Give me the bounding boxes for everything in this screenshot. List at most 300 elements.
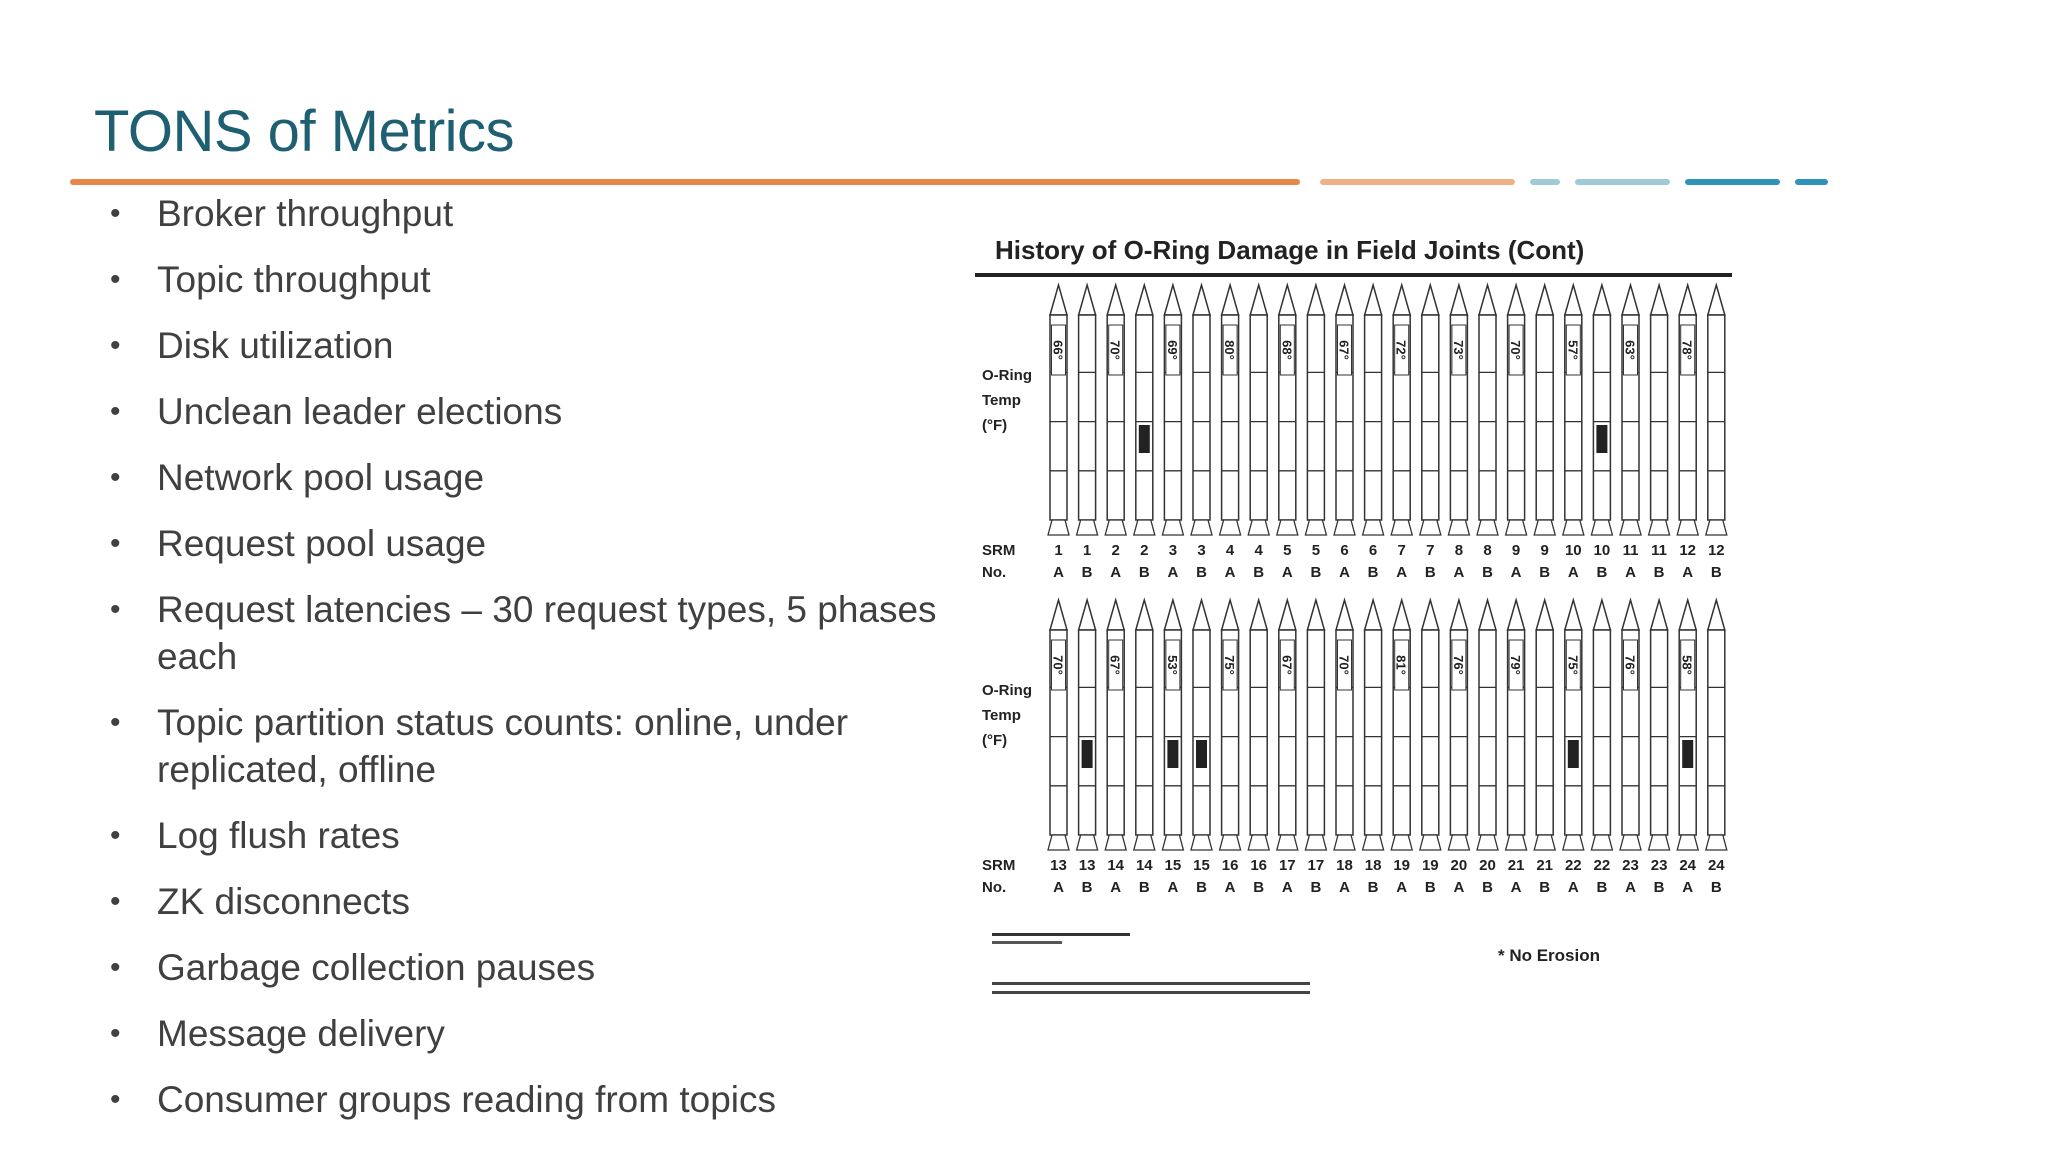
booster-nozzle xyxy=(1220,835,1241,850)
booster-nose xyxy=(1307,600,1324,630)
srm-number: 19 xyxy=(1393,857,1411,874)
temperature-label: 57° xyxy=(1565,340,1581,360)
srm-side-letter: B xyxy=(1482,879,1493,896)
temperature-label: 68° xyxy=(1279,340,1295,360)
temperature-label: 79° xyxy=(1508,655,1524,675)
booster-nozzle xyxy=(1677,835,1698,850)
srm-side-letter: A xyxy=(1396,564,1408,581)
metric-bullet-item xyxy=(110,586,940,680)
srm-number: 20 xyxy=(1479,857,1496,874)
bullet-marker: • xyxy=(110,951,121,984)
srm-number: 17 xyxy=(1307,857,1325,874)
booster-nozzle xyxy=(1305,520,1326,535)
booster-body xyxy=(1536,315,1553,520)
booster-body xyxy=(1136,315,1153,520)
srm-number: 23 xyxy=(1622,857,1639,874)
booster-nose xyxy=(1708,285,1725,315)
metric-bullet-item xyxy=(110,1010,940,1057)
booster-nose xyxy=(1136,285,1153,315)
srm-side-letter: B xyxy=(1596,564,1608,581)
booster-nose xyxy=(1708,600,1725,630)
booster-body xyxy=(1136,630,1153,835)
srm-number: 15 xyxy=(1164,857,1182,874)
bullet-marker: • xyxy=(110,527,121,560)
srm-side-letter: A xyxy=(1625,879,1636,896)
figure-drawing xyxy=(970,225,1740,1015)
metric-bullet-item xyxy=(110,322,940,369)
row2-label: O-Ring xyxy=(982,682,1032,699)
metric-bullet-item xyxy=(110,454,940,501)
row2-srm-label: SRM xyxy=(982,857,1016,874)
booster-nose xyxy=(1536,600,1553,630)
metric-bullet-item xyxy=(110,812,940,859)
booster-nozzle xyxy=(1191,835,1212,850)
srm-side-letter: B xyxy=(1367,564,1379,581)
row1-srm-label: No. xyxy=(982,564,1007,581)
srm-side-letter: B xyxy=(1482,564,1493,581)
booster-nose xyxy=(1651,285,1668,315)
booster-nozzle xyxy=(1363,520,1384,535)
srm-number: 9 xyxy=(1540,542,1549,559)
bullet-marker: • xyxy=(110,706,121,739)
bullet-text: ZK disconnects xyxy=(157,881,410,922)
temperature-label: 70° xyxy=(1336,655,1352,675)
temperature-label: 70° xyxy=(1050,655,1066,675)
bullet-marker: • xyxy=(110,593,121,626)
fine-print-line xyxy=(992,982,1310,985)
booster-nozzle xyxy=(1649,835,1670,850)
booster-nose xyxy=(1079,285,1096,315)
damage-mark xyxy=(1568,740,1579,768)
booster-body xyxy=(1250,315,1267,520)
srm-side-letter: B xyxy=(1138,879,1150,896)
srm-side-letter: A xyxy=(1281,564,1293,581)
metric-bullet-item xyxy=(110,699,940,793)
booster-nose xyxy=(1164,285,1181,315)
srm-number: 19 xyxy=(1421,857,1439,874)
booster-nozzle xyxy=(1477,835,1498,850)
row2-label: Temp xyxy=(982,707,1021,724)
booster-nose xyxy=(1422,285,1439,315)
temperature-label: 70° xyxy=(1508,340,1524,360)
booster-nose xyxy=(1365,600,1382,630)
srm-number: 1 xyxy=(1054,542,1063,559)
bullet-text: Unclean leader elections xyxy=(157,391,563,432)
srm-side-letter: A xyxy=(1224,564,1236,581)
booster-body xyxy=(1422,630,1439,835)
booster-nose xyxy=(1479,285,1496,315)
srm-number: 14 xyxy=(1107,857,1125,874)
booster-nose xyxy=(1536,285,1553,315)
metric-bullet-item xyxy=(110,520,940,567)
booster-nose xyxy=(1336,600,1353,630)
no-erosion-footnote: * No Erosion xyxy=(1498,946,1601,965)
row1-label: O-Ring xyxy=(982,367,1032,384)
bullet-marker: • xyxy=(110,1017,121,1050)
booster-nozzle xyxy=(1448,835,1469,850)
booster-nose xyxy=(1622,600,1639,630)
srm-number: 13 xyxy=(1050,857,1067,874)
srm-side-letter: A xyxy=(1567,564,1579,581)
temperature-label: 81° xyxy=(1393,655,1409,675)
underline-segment xyxy=(1320,179,1515,185)
booster-nose xyxy=(1250,285,1267,315)
booster-body xyxy=(1593,630,1610,835)
figure-title: History of O-Ring Damage in Field Joints (Cont) xyxy=(995,235,1585,265)
bullet-marker: • xyxy=(110,819,121,852)
booster-nozzle xyxy=(1134,835,1155,850)
temperature-label: 80° xyxy=(1222,340,1238,360)
booster-body xyxy=(1422,315,1439,520)
booster-body xyxy=(1651,630,1668,835)
srm-side-letter: B xyxy=(1081,879,1093,896)
srm-side-letter: A xyxy=(1167,564,1179,581)
srm-number: 11 xyxy=(1622,542,1639,559)
srm-number: 22 xyxy=(1593,857,1611,874)
booster-nose xyxy=(1422,600,1439,630)
fine-print-line xyxy=(992,991,1310,994)
booster-nose xyxy=(1679,285,1696,315)
temperature-label: 72° xyxy=(1393,340,1409,360)
metric-bullet-item xyxy=(110,190,940,237)
srm-side-letter: A xyxy=(1053,879,1064,896)
title-underline xyxy=(70,179,1820,187)
booster-nozzle xyxy=(1305,835,1326,850)
srm-side-letter: A xyxy=(1339,879,1350,896)
booster-nose xyxy=(1193,600,1210,630)
srm-number: 21 xyxy=(1536,857,1554,874)
booster-nozzle xyxy=(1591,520,1612,535)
booster-nose xyxy=(1250,600,1267,630)
booster-nose xyxy=(1365,285,1382,315)
bullet-text: Request latencies – 30 request types, 5 phases each xyxy=(157,589,937,677)
booster-nozzle xyxy=(1248,835,1269,850)
booster-nozzle xyxy=(1448,520,1469,535)
booster-nozzle xyxy=(1477,520,1498,535)
booster-nose xyxy=(1622,285,1639,315)
temperature-label: 67° xyxy=(1279,655,1295,675)
bullet-marker: • xyxy=(110,885,121,918)
srm-number: 5 xyxy=(1283,542,1292,559)
damage-mark xyxy=(1596,425,1607,453)
booster-nose xyxy=(1593,285,1610,315)
srm-side-letter: B xyxy=(1138,564,1150,581)
srm-side-letter: A xyxy=(1510,564,1522,581)
booster-nose xyxy=(1565,285,1582,315)
srm-number: 13 xyxy=(1078,857,1096,874)
metric-bullet-item xyxy=(110,256,940,303)
srm-side-letter: A xyxy=(1682,879,1694,896)
srm-side-letter: B xyxy=(1710,879,1722,896)
srm-side-letter: A xyxy=(1167,879,1179,896)
fine-print-line xyxy=(992,933,1130,936)
temperature-label: 63° xyxy=(1622,340,1638,360)
bullet-marker: • xyxy=(110,197,121,230)
booster-nose xyxy=(1593,600,1610,630)
bullet-text: Consumer groups reading from topics xyxy=(157,1079,777,1120)
srm-number: 3 xyxy=(1197,542,1206,559)
booster-body xyxy=(1651,315,1668,520)
row2-srm-label: No. xyxy=(982,879,1007,896)
temperature-label: 69° xyxy=(1164,340,1180,360)
srm-side-letter: B xyxy=(1710,564,1722,581)
srm-number: 7 xyxy=(1397,542,1406,559)
booster-nose xyxy=(1222,600,1239,630)
fine-print-line xyxy=(992,941,1062,944)
srm-number: 8 xyxy=(1454,542,1464,559)
booster-nozzle xyxy=(1162,835,1183,850)
booster-nozzle xyxy=(1591,835,1612,850)
booster-body xyxy=(1365,315,1382,520)
booster-nozzle xyxy=(1506,835,1527,850)
booster-nose xyxy=(1050,285,1067,315)
srm-side-letter: A xyxy=(1396,879,1408,896)
srm-side-letter: A xyxy=(1453,564,1465,581)
booster-nozzle xyxy=(1277,520,1298,535)
booster-body xyxy=(1079,315,1096,520)
srm-side-letter: A xyxy=(1110,564,1122,581)
srm-side-letter: B xyxy=(1253,879,1265,896)
bullet-text: Topic partition status counts: online, under replicated, offline xyxy=(157,702,849,790)
metric-bullet-item xyxy=(110,878,940,925)
temperature-label: 76° xyxy=(1450,655,1466,675)
srm-number: 18 xyxy=(1336,857,1353,874)
booster-nose xyxy=(1107,285,1124,315)
booster-nozzle xyxy=(1048,520,1069,535)
srm-number: 23 xyxy=(1650,857,1668,874)
srm-number: 4 xyxy=(1225,542,1235,559)
booster-body xyxy=(1593,315,1610,520)
srm-number: 12 xyxy=(1679,542,1697,559)
temperature-label: 75° xyxy=(1565,655,1581,675)
booster-nozzle xyxy=(1077,520,1098,535)
booster-nozzle xyxy=(1191,520,1212,535)
slide-title: TONS of Metrics xyxy=(94,99,515,164)
booster-nose xyxy=(1136,600,1153,630)
booster-nose xyxy=(1450,285,1467,315)
booster-nose xyxy=(1279,285,1296,315)
srm-number: 24 xyxy=(1707,857,1725,874)
booster-nose xyxy=(1164,600,1181,630)
bullet-marker: • xyxy=(110,263,121,296)
booster-nozzle xyxy=(1420,520,1441,535)
booster-nose xyxy=(1193,285,1210,315)
damage-mark xyxy=(1682,740,1693,768)
srm-side-letter: A xyxy=(1510,879,1522,896)
temperature-label: 67° xyxy=(1336,340,1352,360)
booster-nozzle xyxy=(1162,520,1183,535)
temperature-label: 76° xyxy=(1622,655,1638,675)
bullet-marker: • xyxy=(110,395,121,428)
srm-number: 16 xyxy=(1221,857,1239,874)
srm-side-letter: B xyxy=(1596,879,1608,896)
srm-number: 2 xyxy=(1140,542,1149,559)
temperature-label: 70° xyxy=(1107,340,1123,360)
bullet-text: Disk utilization xyxy=(157,325,394,366)
srm-side-letter: B xyxy=(1653,564,1665,581)
srm-number: 1 xyxy=(1082,542,1092,559)
srm-side-letter: A xyxy=(1682,564,1694,581)
booster-body xyxy=(1365,630,1382,835)
booster-nose xyxy=(1651,600,1668,630)
srm-number: 17 xyxy=(1278,857,1296,874)
underline-segment xyxy=(1685,179,1780,185)
booster-nose xyxy=(1679,600,1696,630)
srm-side-letter: A xyxy=(1110,879,1122,896)
booster-nose xyxy=(1050,600,1067,630)
bullet-text: Network pool usage xyxy=(157,457,485,498)
booster-nose xyxy=(1222,285,1239,315)
metric-bullet-item xyxy=(110,1076,940,1123)
booster-nozzle xyxy=(1620,835,1641,850)
bullet-text: Log flush rates xyxy=(157,815,400,856)
booster-nozzle xyxy=(1248,520,1269,535)
booster-body xyxy=(1479,315,1496,520)
booster-nozzle xyxy=(1420,835,1441,850)
srm-side-letter: B xyxy=(1310,879,1322,896)
booster-nozzle xyxy=(1620,520,1641,535)
booster-body xyxy=(1708,315,1725,520)
booster-nozzle xyxy=(1506,520,1527,535)
srm-number: 10 xyxy=(1564,542,1582,559)
srm-number: 20 xyxy=(1450,857,1468,874)
booster-nozzle xyxy=(1677,520,1698,535)
srm-side-letter: A xyxy=(1339,564,1350,581)
underline-segment xyxy=(70,179,1300,185)
booster-nozzle xyxy=(1334,520,1355,535)
temperature-label: 67° xyxy=(1107,655,1123,675)
damage-mark xyxy=(1196,740,1207,768)
srm-side-letter: B xyxy=(1196,564,1207,581)
booster-nose xyxy=(1336,285,1353,315)
booster-nozzle xyxy=(1534,835,1555,850)
bullet-text: Topic throughput xyxy=(157,259,431,300)
booster-body xyxy=(1307,315,1324,520)
booster-nose xyxy=(1307,285,1324,315)
booster-nozzle xyxy=(1134,520,1155,535)
booster-nozzle xyxy=(1363,835,1384,850)
temperature-label: 58° xyxy=(1679,655,1695,675)
booster-nozzle xyxy=(1077,835,1098,850)
bullet-marker: • xyxy=(110,329,121,362)
booster-nozzle xyxy=(1649,520,1670,535)
metrics-list xyxy=(110,190,940,1142)
srm-side-letter: B xyxy=(1081,564,1093,581)
srm-number: 8 xyxy=(1483,542,1492,559)
srm-number: 21 xyxy=(1507,857,1525,874)
srm-side-letter: B xyxy=(1253,564,1265,581)
srm-number: 6 xyxy=(1340,542,1349,559)
damage-mark xyxy=(1139,425,1150,453)
booster-nose xyxy=(1079,600,1096,630)
booster-body xyxy=(1193,315,1210,520)
booster-nozzle xyxy=(1391,835,1412,850)
booster-nozzle xyxy=(1563,520,1584,535)
booster-body xyxy=(1708,630,1725,835)
bullet-marker: • xyxy=(110,461,121,494)
booster-body xyxy=(1079,630,1096,835)
booster-nose xyxy=(1393,285,1410,315)
booster-body xyxy=(1307,630,1324,835)
srm-side-letter: B xyxy=(1424,564,1436,581)
srm-side-letter: B xyxy=(1539,879,1551,896)
booster-nozzle xyxy=(1563,835,1584,850)
booster-nose xyxy=(1565,600,1582,630)
srm-side-letter: B xyxy=(1653,879,1665,896)
srm-side-letter: A xyxy=(1567,879,1579,896)
underline-segment xyxy=(1575,179,1670,185)
booster-nose xyxy=(1479,600,1496,630)
srm-side-letter: A xyxy=(1224,879,1236,896)
booster-nozzle xyxy=(1334,835,1355,850)
row1-label: Temp xyxy=(982,392,1021,409)
temperature-label: 78° xyxy=(1679,340,1695,360)
srm-side-letter: A xyxy=(1281,879,1293,896)
temperature-label: 66° xyxy=(1050,340,1066,360)
srm-number: 9 xyxy=(1511,542,1521,559)
bullet-text: Request pool usage xyxy=(157,523,487,564)
booster-nose xyxy=(1107,600,1124,630)
booster-nozzle xyxy=(1706,520,1727,535)
booster-nozzle xyxy=(1105,835,1126,850)
underline-segment xyxy=(1530,179,1560,185)
srm-side-letter: B xyxy=(1539,564,1551,581)
booster-nozzle xyxy=(1105,520,1126,535)
srm-number: 5 xyxy=(1311,542,1321,559)
srm-number: 6 xyxy=(1368,542,1378,559)
srm-side-letter: A xyxy=(1625,564,1636,581)
temperature-label: 75° xyxy=(1222,655,1238,675)
booster-nose xyxy=(1393,600,1410,630)
srm-side-letter: B xyxy=(1424,879,1436,896)
srm-number: 10 xyxy=(1593,542,1611,559)
srm-side-letter: A xyxy=(1053,564,1064,581)
row1-label: (°F) xyxy=(982,417,1008,434)
srm-number: 4 xyxy=(1254,542,1263,559)
bullet-marker: • xyxy=(110,1083,121,1116)
srm-number: 16 xyxy=(1250,857,1268,874)
metric-bullet-item xyxy=(110,388,940,435)
booster-nozzle xyxy=(1048,835,1069,850)
metric-bullet-item xyxy=(110,944,940,991)
row2-label: (°F) xyxy=(982,732,1008,749)
srm-number: 2 xyxy=(1111,542,1120,559)
booster-body xyxy=(1250,630,1267,835)
srm-number: 12 xyxy=(1707,542,1725,559)
damage-mark xyxy=(1082,740,1093,768)
booster-nose xyxy=(1508,600,1525,630)
underline-segment xyxy=(1795,179,1828,185)
srm-number: 14 xyxy=(1135,857,1153,874)
srm-side-letter: B xyxy=(1310,564,1322,581)
booster-nose xyxy=(1279,600,1296,630)
booster-nozzle xyxy=(1706,835,1727,850)
row1-srm-label: SRM xyxy=(982,542,1016,559)
booster-nozzle xyxy=(1391,520,1412,535)
booster-nose xyxy=(1450,600,1467,630)
booster-nozzle xyxy=(1220,520,1241,535)
srm-number: 24 xyxy=(1679,857,1697,874)
temperature-label: 53° xyxy=(1164,655,1180,675)
booster-body xyxy=(1193,630,1210,835)
booster-nozzle xyxy=(1534,520,1555,535)
oring-damage-figure xyxy=(970,225,1740,1015)
booster-nose xyxy=(1508,285,1525,315)
booster-body xyxy=(1536,630,1553,835)
srm-number: 15 xyxy=(1193,857,1210,874)
damage-mark xyxy=(1167,740,1178,768)
srm-side-letter: A xyxy=(1453,879,1465,896)
